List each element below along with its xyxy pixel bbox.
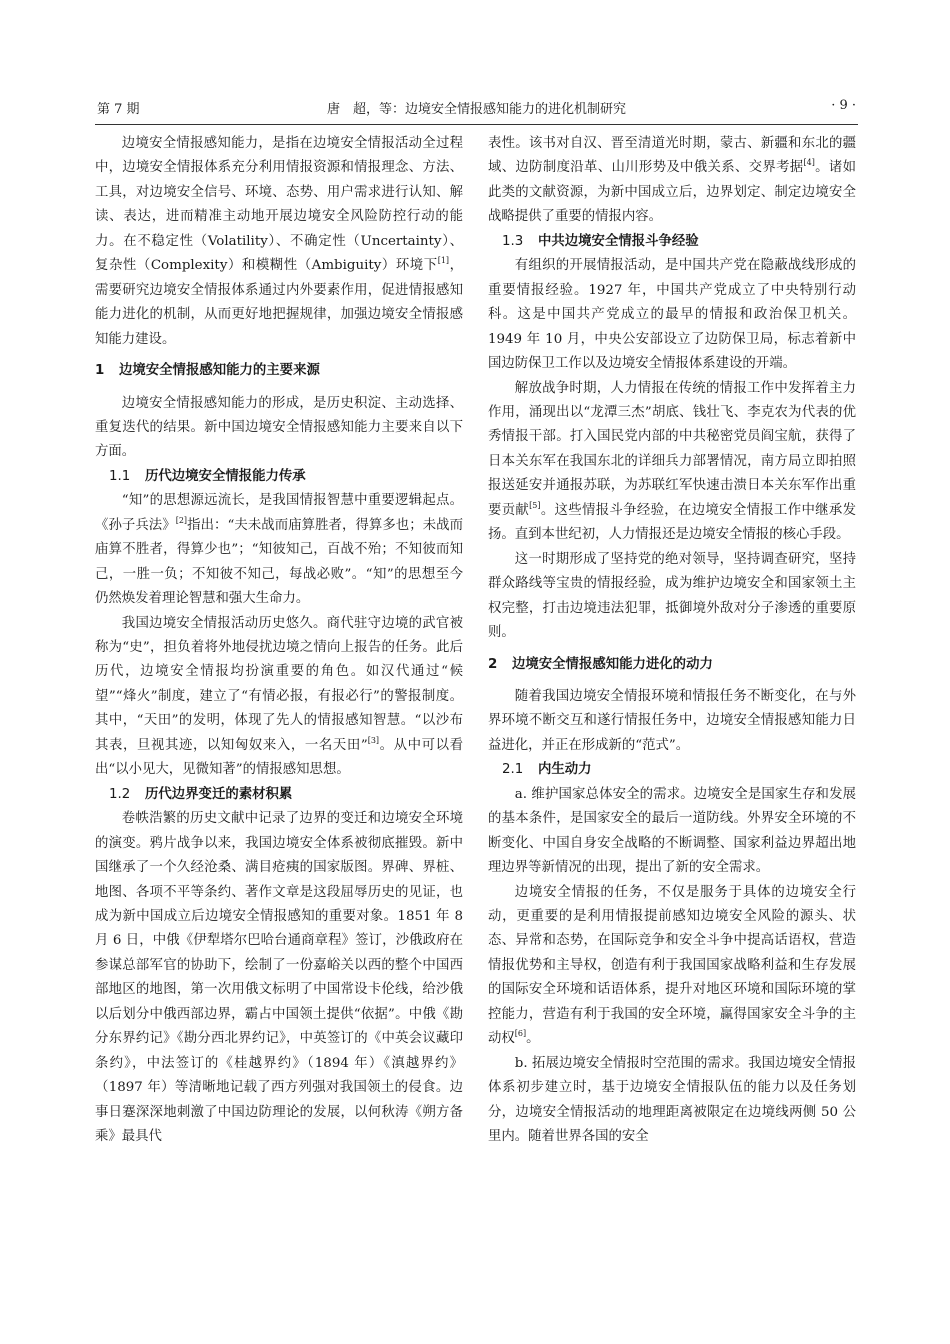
subsection-heading-1-1: 1.1 历代边境安全情报能力传承 [109,468,306,484]
citation-ref[interactable]: [1] [437,256,450,266]
paragraph: a. 维护国家总体安全的需求。边境安全是国家生存和发展的基本条件，是国家安全的最后一道防线。外界安全环境的不断变化、中国自身安全战略的不断调整、国家利益边界超出地理边界等新情况的出现，提出了新的安全需求。 [488,786,856,876]
right-column [488,132,856,1150]
paragraph: b. 拓展边境安全情报时空范围的需求。我国边境安全情报体系初步建立时，基于边境安全情报队伍的能力以及任务划分，边境安全情报活动的地理距离被限定在边境线两侧 50 公里内。随着世界各国的安全 [488,1055,856,1145]
paragraph: 这一时期形成了坚持党的绝对领导，坚持调查研究，坚持群众路线等宝贵的情报经验，成为维护边境安全和国家领土主权完整，打击边境违法犯罪，抵御境外敌对分子渗透的重要原则。 [488,551,856,641]
citation-ref[interactable]: [3] [367,735,380,745]
paragraph: 有组织的开展情报活动，是中国共产党在隐蔽战线形成的重要情报经验。1927 年，中国共产党成立了中央特别行动科。这是中国共产党成立的最早的情报和政治保卫机关。1949 年 10 月，中央公安部设立了边防保卫局，标志着新中国边防保卫工作以及边境安全情报体系建设的开端。 [488,258,856,372]
paragraph-intro: 边境安全情报感知能力，是指在边境安全情报活动全过程中，边境安全情报体系充分利用情报资源和情报理念、方法、工具，对边境安全信号、环境、态势、用户需求进行认知、解读、表达，进而精准主动地开展边境安全风险防控行动的能力。在不稳定性（Volatility）、不确定性（Uncertainty）、复杂性（Complexity）和模糊性（Ambiguity）环境下[1]，需要研究边境安全情报体系通过内外要素作用，促进情报感知能力进化的机制，从而更好地把握规律，加强边境安全情报感知能力建设。 [95,136,464,347]
paragraph: 解放战争时期，人力情报在传统的情报工作中发挥着主力作用，涌现出以“龙潭三杰”胡底、钱壮飞、李克农为代表的优秀情报干部。打入国民党内部的中共秘密党员阎宝航，获得了日本关东军在我国东北的详细兵力部署情况，南方局立即拍照报送延安并通报苏联，为苏联红军快速击溃日本关东军作出重要贡献[5]。这些情报斗争经验，在边境安全情报工作中继承发扬。直到本世纪初，人力情报还是边境安全情报的核心手段。 [488,380,857,543]
subsection-heading-1-3: 1.3 中共边境安全情报斗争经验 [502,233,699,249]
paragraph: 我国边境安全情报活动历史悠久。商代驻守边境的武官被称为“史”，担负着将外地侵扰边境之情向上报告的任务。此后历代，边境安全情报均扮演重要的角色。如汉代通过“候望”“烽火”制度，建立了“有情必报，有报必行”的警报制度。其中，“天田”的发明，体现了先人的情报感知智慧。“以沙布其表，旦视其迹，以知匈奴来入，一名天田”[3]。从中可以看出“以小见大，见微知著”的情报感知思想。 [95,615,463,778]
citation-ref[interactable]: [5] [529,500,541,510]
paragraph-continued: 表性。该书对自汉、晋至清道光时期，蒙古、新疆和东北的疆域、边防制度沿革、山川形势及中俄关系、交界考据[4]。诸如此类的文献资源，为新中国成立后，边界划定、制定边境安全战略提供了重要的情报内容。 [488,136,857,225]
left-column [95,132,463,1150]
paragraph: 随着我国边境安全情报环境和情报任务不断变化，在与外界环境不断交互和遂行情报任务中，边境安全情报感知能力日益进化，并正在形成新的“范式”。 [488,688,856,753]
page-number: · 9 · [831,98,856,113]
paragraph: “知”的思想源远流长，是我国情报智慧中重要逻辑起点。《孙子兵法》[2]指出：“夫未战而庙算胜者，得算多也；未战而庙算不胜者，得算少也”；“知彼知己，百战不殆；不知彼而知己，一胜一负；不知彼不知己，每战必败”。“知”的思想至今仍然焕发着理论智慧和强大生命力。 [95,493,463,607]
paragraph: 卷帙浩繁的历史文献中记录了边界的变迁和边境安全环境的演变。鸦片战争以来，我国边境安全体系被彻底摧毁。新中国继承了一个久经沧桑、满目疮痍的国家版图。界碑、界桩、地图、各项不平等条约、著作文章是这段屈辱历史的见证，也成为新中国成立后边境安全情报感知的重要对象。1851 年 8 月 6 日，中俄《伊犁塔尔巴哈台通商章程》签订，沙俄政府在参谋总部军官的协助下，绘制了一份嘉峪关以西的整个中国西部地区的地图，第一次用俄文标明了中国常设卡伦线，给沙俄以后划分中俄西部边界，霸占中国领土提供“依据”。中俄《勘分东界约记》《勘分西北界约记》，中英签订的《中英会议藏印条约》，中法签订的《桂越界约》（1894 年）《滇越界约》（1897 年）等清晰地记载了西方列强对我国领土的侵食。边事日蹇深深地刺激了中国边防理论的发展，以何秋涛《朔方备乘》最具代 [95,811,463,1145]
section-heading-2: 2 边境安全情报感知能力进化的动力 [488,656,713,672]
paragraph: 边境安全情报的任务，不仅是服务于具体的边境安全行动，更重要的是利用情报提前感知边境安全风险的源头、状态、异常和态势，在国际竞争和安全斗争中提高话语权，营造情报优势和主导权，创造有利于我国国家战略利益和生存发展的国际安全环境和话语体系，提升对地区环境和国际环境的掌控能力，营造有利于我国的安全环境，赢得国家安全斗争的主动权[6]。 [488,884,856,1047]
issue-number: 第 7 期 [97,102,140,117]
subsection-heading-1-2: 1.2 历代边界变迁的素材积累 [109,786,293,802]
header-rule [95,124,858,125]
citation-ref[interactable]: [2] [175,515,188,525]
running-title: 唐 超，等：边境安全情报感知能力的进化机制研究 [326,102,626,117]
citation-ref[interactable]: [6] [514,1029,527,1039]
section-heading-1: 1 边境安全情报感知能力的主要来源 [95,363,320,379]
paragraph: 边境安全情报感知能力的形成，是历史积淀、主动选择、重复迭代的结果。新中国边境安全情报感知能力主要来自以下方面。 [95,395,463,460]
citation-ref[interactable]: [4] [803,158,815,168]
subsection-heading-2-1: 2.1 内生动力 [502,762,592,778]
running-header [95,92,858,122]
